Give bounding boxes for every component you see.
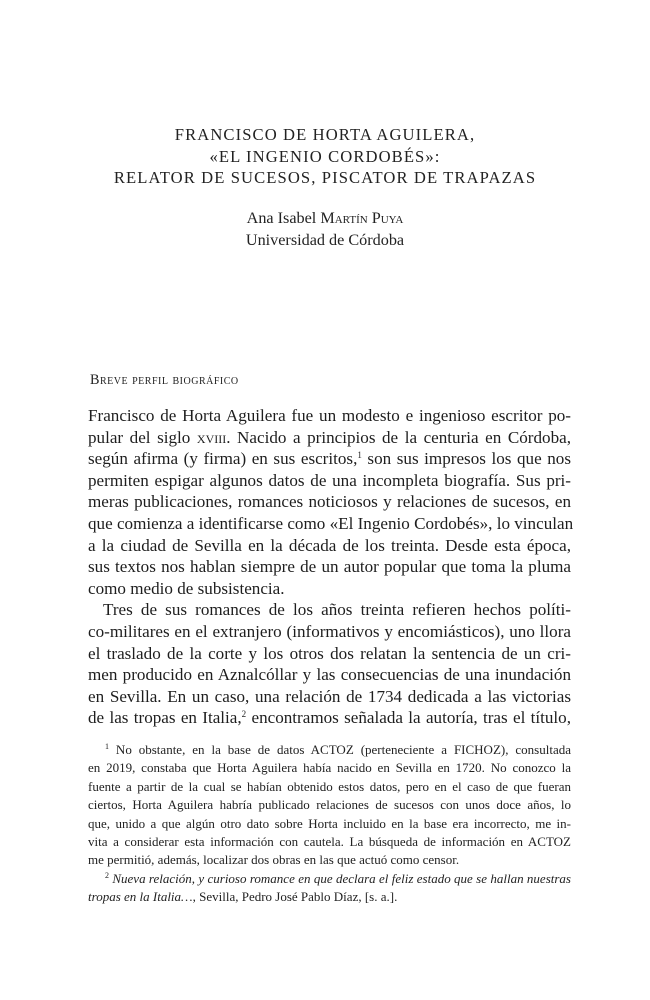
footnote-1-line: me permitió, además, localizar dos obras en las que actuó como censor. <box>88 852 460 868</box>
footnote-2-number: 2 <box>105 870 109 880</box>
footnote-1-number: 1 <box>105 742 109 751</box>
footnote-2-line <box>88 888 571 906</box>
author-surname: Martín Puya <box>320 209 404 227</box>
century-numeral: xviii <box>196 427 227 447</box>
body-line: sus textos nos hablan siempre de un autor popular que toma la pluma <box>88 557 571 577</box>
body-line <box>88 427 571 449</box>
body-line-text: pular del siglo xviii. Nacido a principios de la centuria en Córdoba, <box>88 427 571 447</box>
footnote-text: No obstante, en la base de datos ACTOZ (perteneciente a FICHOZ), consultada <box>109 742 571 757</box>
body-line-text: encontramos señalada la autoría, tras el título, <box>246 708 571 728</box>
body-line: meras publicaciones, romances noticiosos y relaciones de sucesos, en <box>88 492 571 512</box>
footnote-1-line: ciertos, Horta Aguilera habría publicado relaciones de sucesos con unos doce años, lo <box>88 797 571 813</box>
body-text <box>88 405 574 729</box>
footnote-1-line: fuente a partir de la cual se habían obtenido estos datos, pero en el caso de que fueran <box>88 778 571 794</box>
title-line-2: «EL INGENIO CORDOBÉS»: <box>209 146 441 166</box>
footnote-1-line: vita a considerar esta información con cautela. La búsqueda de información en ACTOZ <box>88 834 571 850</box>
body-line: como medio de subsistencia. <box>88 578 285 598</box>
author-block <box>0 207 650 251</box>
body-line: Francisco de Horta Aguilera fue un modesto e ingenioso escritor po- <box>88 406 571 425</box>
author-given-name: Ana Isabel <box>246 209 317 227</box>
footnote-text: , Sevilla, Pedro José Pablo Díaz, [s. a.]. <box>192 889 398 905</box>
footnote-1-line: en 2019, constaba que Horta Aguilera había nacido en Sevilla en 1720. No conozco la <box>88 760 571 776</box>
body-line: en Sevilla. En un caso, una relación de 1734 dedicada a las victorias <box>88 686 571 706</box>
body-line <box>88 448 571 470</box>
article-title <box>0 124 650 189</box>
footnote-2-italic-title: Nueva relación, y curioso romance en que declara el feliz estado que se hallan nuestras <box>109 870 571 886</box>
body-line: el traslado de la corte y los otros dos relatan la sentencia de un cri- <box>88 643 571 663</box>
body-line-text: de las tropas en Italia, <box>88 708 242 728</box>
footnote-2-line <box>88 870 571 888</box>
title-line-3: RELATOR DE SUCESOS, PISCATOR DE TRAPAZAS <box>113 168 537 187</box>
body-line: Tres de sus romances de los años treinta refieren hechos políti- <box>103 600 571 620</box>
body-line: que comienza a identificarse como «El Ingenio Cordobés», lo vinculan <box>88 513 574 533</box>
body-line-text: según afirma (y firma) en sus escritos, <box>88 449 358 469</box>
section-heading: Breve perfil biográfico <box>90 372 239 388</box>
footnote-ref-1: 1 <box>357 450 362 461</box>
body-line: a la ciudad de Sevilla en la década de los treinta. Desde esta época, <box>88 535 571 555</box>
footnote-1-line <box>88 741 571 759</box>
footnote-1-line: que, unido a que algún otro dato sobre Horta incluido en la base era incorrecto, me in- <box>88 815 571 831</box>
footnote-ref-2: 2 <box>241 709 247 720</box>
author-affiliation: Universidad de Córdoba <box>245 231 405 249</box>
author-name <box>0 207 650 229</box>
body-line: co-militares en el extranjero (informativos y encomiásticos), uno llora <box>88 621 571 641</box>
footnotes <box>88 741 571 907</box>
body-line: men producido en Aznalcóllar y las consecuencias de una inundación <box>88 665 571 685</box>
body-line <box>88 707 571 729</box>
title-line-1: FRANCISCO DE HORTA AGUILERA, <box>174 125 476 144</box>
footnote-2-italic-title: tropas en la Italia… <box>88 889 193 905</box>
body-line: permiten espigar algunos datos de una incompleta biografía. Sus pri- <box>88 470 571 490</box>
body-line-text: son sus impresos los que nos <box>361 449 571 469</box>
